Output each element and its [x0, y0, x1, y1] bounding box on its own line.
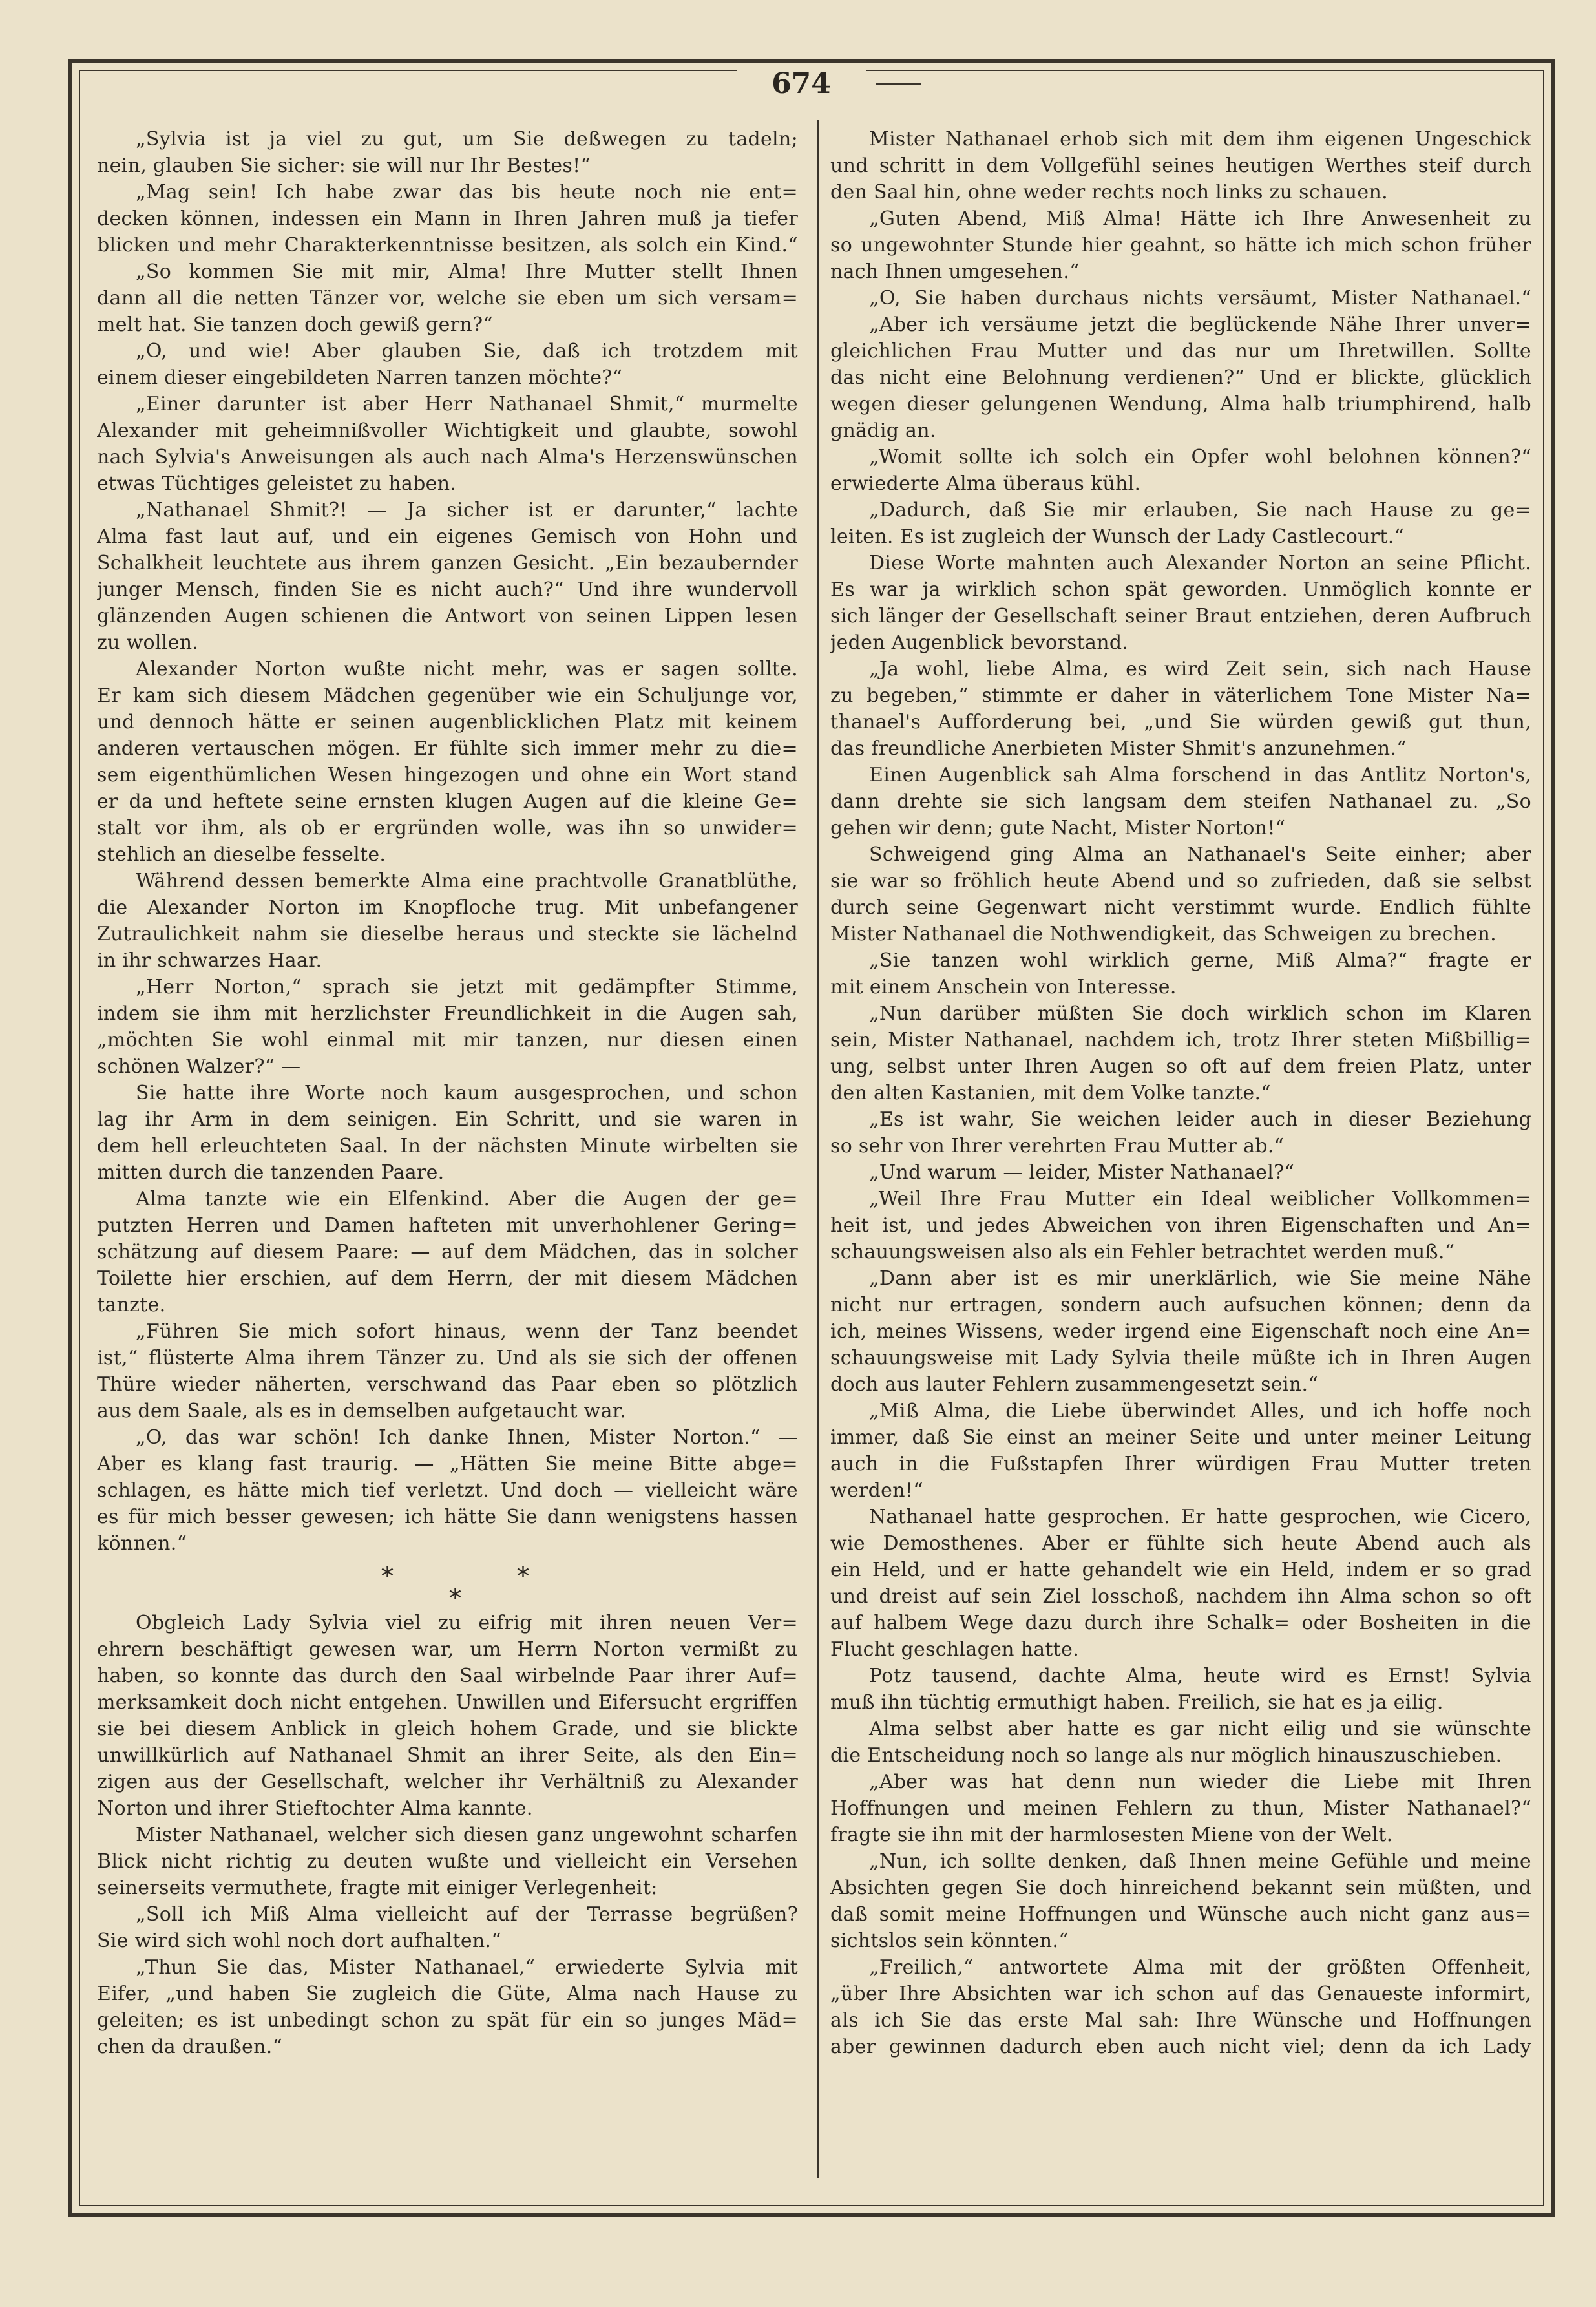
column-divider [817, 120, 819, 2178]
text-line: er da und heftete seine ernsten klugen Augen auf die kleine Ge= [97, 790, 798, 813]
text-line: Alma tanzte wie ein Elfenkind. Aber die Augen der ge= [136, 1188, 798, 1210]
text-line: ung, selbst unter Ihren Augen so oft auf dem freien Platz, unter [830, 1055, 1531, 1078]
header-dash-right [876, 83, 921, 85]
text-line: nach Ihnen umgesehen.“ [830, 260, 1080, 283]
text-line: so sehr von Ihrer verehrten Frau Mutter ab.“ [830, 1135, 1285, 1157]
text-line: Alexander mit geheimnißvoller Wichtigkeit und glaubte, sowohl [97, 419, 798, 442]
text-line: Nathanael hatte gesprochen. Er hatte gesprochen, wie Cicero, [869, 1506, 1531, 1528]
text-line: die Entscheidung noch so lange als nur möglich hinauszuschieben. [830, 1744, 1502, 1767]
text-line: auf halbem Wege dazu durch ihre Schalk= oder Bosheiten in die [830, 1612, 1531, 1634]
text-line: haben, so konnte das durch den Saal wirbelnde Paar ihrer Auf= [97, 1665, 798, 1687]
text-line: Sie wird sich wohl noch dort aufhalten.“ [97, 1930, 501, 1952]
text-line: den alten Kastanien, mit dem Volke tanzte.“ [830, 1082, 1271, 1104]
text-line: Mister Nathanael erhob sich mit dem ihm eigenen Ungeschick [869, 128, 1531, 151]
text-line: „Nun, ich sollte denken, daß Ihnen meine Gefühle und meine [869, 1850, 1531, 1873]
text-line: „Nun darüber müßten Sie doch wirklich schon im Klaren [869, 1002, 1531, 1025]
text-line: Thüre wieder näherten, verschwand das Paar eben so plötzlich [97, 1373, 798, 1396]
text-line: „Nathanael Shmit?! — Ja sicher ist er darunter,“ lachte [136, 499, 798, 521]
text-line: stalt vor ihm, als ob er ergründen wolle, was ihn so unwider= [97, 817, 798, 839]
text-line: „Womit sollte ich solch ein Opfer wohl belohnen können?“ [869, 446, 1531, 469]
text-line: Alma selbst aber hatte es gar nicht eilig und sie wünschte [869, 1718, 1531, 1740]
text-line: glänzenden Augen schienen die Antwort von seinen Lippen lesen [97, 605, 798, 627]
text-line: Obgleich Lady Sylvia viel zu eifrig mit ihren neuen Ver= [136, 1612, 798, 1634]
text-line: Einen Augenblick sah Alma forschend in das Antlitz Norton's, [869, 764, 1531, 786]
text-line: „über Ihre Absichten war ich schon auf das Genaueste informirt, [830, 1983, 1531, 2005]
text-line: und schritt in dem Vollgefühl seines heutigen Werthes steif durch [830, 154, 1531, 177]
text-line: schlagen, es hätte mich tief verletzt. Und doch — vielleicht wäre [97, 1479, 798, 1502]
text-line: gnädig an. [830, 419, 936, 442]
text-line: stehlich an dieselbe fesselte. [97, 843, 386, 866]
text-line: „Aber ich versäume jetzt die beglückende Nähe Ihrer unver= [869, 313, 1531, 336]
separator-star: * [517, 1562, 529, 1590]
text-line: anderen vertauschen mögen. Er fühlte sich immer mehr zu die= [97, 737, 798, 760]
text-line: gehen wir denn; gute Nacht, Mister Norton!“ [830, 817, 1286, 839]
text-line: Potz tausend, dachte Alma, heute wird es Ernst! Sylvia [869, 1665, 1531, 1687]
text-line: lag ihr Arm in dem seinigen. Ein Schritt, und sie waren in [97, 1108, 798, 1131]
text-line: leiten. Es ist zugleich der Wunsch der Lady Castlecourt.“ [830, 525, 1405, 548]
text-line: „Freilich,“ antwortete Alma mit der größten Offenheit, [869, 1956, 1531, 1979]
text-line: Alexander Norton wußte nicht mehr, was er sagen sollte. [136, 658, 798, 680]
text-line: daß somit meine Hoffnungen und Wünsche auch nicht ganz aus= [830, 1903, 1531, 1926]
text-line: Zutraulichkeit nahm sie dieselbe heraus und steckte sie lächelnd [97, 923, 798, 945]
text-line: und dennoch hätte er seinen augenblicklichen Platz mit keinem [97, 711, 798, 733]
text-line: sich länger der Gesellschaft seiner Braut entziehen, deren Aufbruch [830, 605, 1531, 627]
text-line: einem dieser eingebildeten Narren tanzen möchte?“ [97, 366, 623, 389]
text-line: unwillkürlich auf Nathanael Shmit an ihrer Seite, als den Ein= [97, 1744, 798, 1767]
text-line: Mister Nathanael die Nothwendigkeit, das Schweigen zu brechen. [830, 923, 1496, 945]
text-line: Toilette hier erschien, auf dem Herrn, der mit diesem Mädchen [97, 1267, 798, 1290]
text-line: nicht nur ertragen, sondern auch aufsuchen können; denn da [830, 1294, 1531, 1316]
text-line: Mister Nathanael, welcher sich diesen ganz ungewohnt scharfen [136, 1824, 798, 1846]
text-line: Absichten gegen Sie doch hinreichend bekannt sein müßten, und [830, 1877, 1531, 1899]
text-line: „Sylvia ist ja viel zu gut, um Sie deßwegen zu tadeln; [136, 128, 798, 151]
text-line: „Herr Norton,“ sprach sie jetzt mit gedämpfter Stimme, [136, 976, 798, 998]
text-line: muß ihn tüchtig ermuthigt haben. Freilich, sie hat es ja eilig. [830, 1691, 1444, 1714]
text-line: ein Held, und er hatte gehandelt wie ein Held, indem er so grad [830, 1559, 1531, 1581]
text-line: ist,“ flüsterte Alma ihrem Tänzer zu. Und als sie sich der offenen [97, 1347, 798, 1369]
text-line: tanzte. [97, 1294, 166, 1316]
text-line: „Soll ich Miß Alma vielleicht auf der Terrasse begrüßen? [136, 1903, 798, 1926]
text-line: ehrern beschäftigt gewesen war, um Herrn Norton vermißt zu [97, 1638, 798, 1661]
page-number: 674 [737, 65, 866, 103]
text-line: merksamkeit doch nicht entgehen. Unwillen und Eifersucht ergriffen [97, 1691, 798, 1714]
left-column [97, 126, 798, 2181]
text-line: schätzung auf diesem Paare: — auf dem Mädchen, das in solcher [97, 1241, 798, 1263]
text-line: sichtslos sein könnten.“ [830, 1930, 1069, 1952]
text-line: „Weil Ihre Frau Mutter ein Ideal weiblicher Vollkommen= [869, 1188, 1531, 1210]
text-line: „O, und wie! Aber glauben Sie, daß ich trotzdem mit [136, 340, 798, 363]
text-line: „Führen Sie mich sofort hinaus, wenn der Tanz beendet [136, 1320, 798, 1343]
text-line: „Es ist wahr, Sie weichen leider auch in dieser Beziehung [869, 1108, 1531, 1131]
text-line: schauungsweise mit Lady Sylvia theile müßte ich in Ihren Augen [830, 1347, 1531, 1369]
text-line: immer, daß Sie einst an meiner Seite und unter meiner Leitung [830, 1426, 1531, 1449]
text-line: decken können, indessen ein Mann in Ihren Jahren muß ja tiefer [97, 207, 798, 230]
text-line: Blick nicht richtig zu deuten wußte und vielleicht ein Versehen [97, 1850, 798, 1873]
text-line: „Thun Sie das, Mister Nathanael,“ erwiederte Sylvia mit [136, 1956, 798, 1979]
text-line: aber gewinnen dadurch eben auch nicht viel; denn da ich Lady [830, 2036, 1531, 2058]
text-line: Norton und ihrer Stieftochter Alma kannte. [97, 1797, 533, 1820]
text-line: doch aus lauter Fehlern zusammengesetzt sein.“ [830, 1373, 1319, 1396]
text-line: Flucht geschlagen hatte. [830, 1638, 1080, 1661]
text-line: die Alexander Norton im Knopfloche trug. Mit unbefangener [97, 896, 798, 919]
text-line: sie war so fröhlich heute Abend und so zufrieden, daß sie selbst [830, 870, 1531, 892]
text-line: durch seine Gegenwart nicht verstimmt wurde. Endlich fühlte [830, 896, 1531, 919]
text-line: auch in die Fußstapfen Ihrer würdigen Frau Mutter treten [830, 1453, 1531, 1475]
text-line: heit ist, und jedes Abweichen von ihren Eigenschaften und An= [830, 1214, 1531, 1237]
text-line: erwiederte Alma überaus kühl. [830, 472, 1141, 495]
text-line: Diese Worte mahnten auch Alexander Norton an seine Pflicht. [869, 552, 1531, 574]
text-line: es für mich besser gewesen; ich hätte Sie dann wenigstens hassen [97, 1506, 798, 1528]
text-line: ich, meines Wissens, weder irgend eine Eigenschaft noch eine An= [830, 1320, 1531, 1343]
text-line: „Mag sein! Ich habe zwar das bis heute noch nie ent= [136, 181, 798, 204]
text-line: dem hell erleuchteten Saal. In der nächsten Minute wirbelten sie [97, 1135, 798, 1157]
text-line: schauungsweisen also als ein Fehler betrachtet werden muß.“ [830, 1241, 1455, 1263]
text-line: dann all die netten Tänzer vor, welche sie eben um sich versam= [97, 287, 798, 310]
text-line: jeden Augenblick bevorstand. [830, 631, 1129, 654]
separator-star: * [381, 1562, 394, 1590]
text-line: zu begeben,“ stimmte er daher in väterlichem Tone Mister Na= [830, 684, 1531, 707]
text-line: und dreist auf sein Ziel losschoß, nachdem ihn Alma schon so oft [830, 1585, 1531, 1608]
text-line: als ich Sie das erste Mal sah: Ihre Wünsche und Hoffnungen [830, 2009, 1531, 2032]
text-line: das nicht eine Belohnung verdienen?“ Und er blickte, glücklich [830, 366, 1531, 389]
text-line: „Ja wohl, liebe Alma, es wird Zeit sein, sich nach Hause [869, 658, 1531, 680]
text-line: wegen dieser gelungenen Wendung, Alma halb triumphirend, halb [830, 393, 1531, 416]
text-line: indem sie ihm mit herzlichster Freundlichkeit in die Augen sah, [97, 1002, 798, 1025]
text-line: melt hat. Sie tanzen doch gewiß gern?“ [97, 313, 494, 336]
text-line: „Guten Abend, Miß Alma! Hätte ich Ihre Anwesenheit zu [869, 207, 1531, 230]
text-line: putzten Herren und Damen hafteten mit unverhohlener Gering= [97, 1214, 798, 1237]
text-line: „Dadurch, daß Sie mir erlauben, Sie nach Hause zu ge= [869, 499, 1531, 521]
text-line: junger Mensch, finden Sie es nicht auch?“ Und ihre wundervoll [97, 578, 798, 601]
text-line: blicken und mehr Charakterkenntnisse besitzen, als solch ein Kind.“ [97, 234, 798, 257]
text-line: „So kommen Sie mit mir, Alma! Ihre Mutter stellt Ihnen [136, 260, 798, 283]
text-line: so ungewohnter Stunde hier geahnt, so hätte ich mich schon früher [830, 234, 1531, 257]
text-line: den Saal hin, ohne weder rechts noch links zu schauen. [830, 181, 1388, 204]
text-line: „Und warum — leider, Mister Nathanael?“ [869, 1161, 1295, 1184]
separator-star: * [449, 1584, 461, 1612]
text-line: „Dann aber ist es mir unerklärlich, wie Sie meine Nähe [869, 1267, 1531, 1290]
right-column [830, 126, 1531, 2181]
text-line: nein, glauben Sie sicher: sie will nur Ihr Bestes!“ [97, 154, 591, 177]
text-line: sem eigenthümlichen Wesen hingezogen und ohne ein Wort stand [97, 764, 798, 786]
text-line: zu wollen. [97, 631, 199, 654]
text-line: nach Sylvia's Anweisungen als auch nach Alma's Herzenswünschen [97, 446, 798, 469]
text-line: werden!“ [830, 1479, 923, 1502]
text-line: Schalkheit leuchtete aus ihrem ganzen Gesicht. „Ein bezaubernder [97, 552, 798, 574]
text-line: Schweigend ging Alma an Nathanael's Seite einher; aber [869, 843, 1531, 866]
text-line: „Einer darunter ist aber Herr Nathanael Shmit,“ murmelte [136, 393, 798, 416]
text-line: Alma fast laut auf, und ein eigenes Gemisch von Hohn und [97, 525, 798, 548]
text-line: Er kam sich diesem Mädchen gegenüber wie ein Schuljunge vor, [97, 684, 798, 707]
text-line: mitten durch die tanzenden Paare. [97, 1161, 445, 1184]
text-line: geleiten; es ist unbedingt schon zu spät für ein so junges Mäd= [97, 2009, 798, 2032]
text-line: chen da draußen.“ [97, 2036, 283, 2058]
text-line: Sie hatte ihre Worte noch kaum ausgesprochen, und schon [136, 1082, 798, 1104]
text-line: dann drehte sie sich langsam dem steifen Nathanael zu. „So [830, 790, 1531, 813]
text-line: „möchten Sie wohl einmal mit mir tanzen, nur diesen einen [97, 1029, 798, 1051]
text-line: gleichlichen Frau Mutter und das nur um Ihretwillen. Sollte [830, 340, 1531, 363]
text-line: „O, Sie haben durchaus nichts versäumt, Mister Nathanael.“ [869, 287, 1531, 310]
text-line: sein, Mister Nathanael, nachdem ich, trotz Ihrer steten Mißbillig= [830, 1029, 1531, 1051]
text-line: Hoffnungen und meinen Fehlern zu thun, Mister Nathanael?“ [830, 1797, 1531, 1820]
text-line: können.“ [97, 1532, 187, 1555]
text-line: „O, das war schön! Ich danke Ihnen, Mister Norton.“ — [136, 1426, 798, 1449]
text-line: Eifer, „und haben Sie zugleich die Güte, Alma nach Hause zu [97, 1983, 798, 2005]
text-line: aus dem Saale, als es in demselben aufgetaucht war. [97, 1400, 627, 1422]
section-separator [97, 1557, 798, 1610]
text-line: schönen Walzer?“ — [97, 1055, 301, 1078]
text-line: zigen aus der Gesellschaft, welcher ihr Verhältniß zu Alexander [97, 1771, 798, 1793]
text-line: mit einem Anschein von Interesse. [830, 976, 1177, 998]
text-line: Es war ja wirklich schon spät geworden. Unmöglich konnte er [830, 578, 1531, 601]
text-line: „Sie tanzen wohl wirklich gerne, Miß Alma?“ fragte er [869, 949, 1531, 972]
text-line: thanael's Aufforderung bei, „und Sie würden gewiß gut thun, [830, 711, 1531, 733]
text-line: Während dessen bemerkte Alma eine prachtvolle Granatblüthe, [136, 870, 798, 892]
text-line: Aber es klang fast traurig. — „Hätten Sie meine Bitte abge= [97, 1453, 798, 1475]
text-line: „Miß Alma, die Liebe überwindet Alles, und ich hoffe noch [869, 1400, 1531, 1422]
text-line: in ihr schwarzes Haar. [97, 949, 322, 972]
text-line: sie bei diesem Anblick in gleich hohem Grade, und sie blickte [97, 1718, 798, 1740]
text-line: seinerseits vermuthete, fragte mit einiger Verlegenheit: [97, 1877, 658, 1899]
text-line: etwas Tüchtiges geleistet zu haben. [97, 472, 457, 495]
text-line: wie Demosthenes. Aber er fühlte sich heute Abend auch als [830, 1532, 1531, 1555]
text-line: das freundliche Anerbieten Mister Shmit's anzunehmen.“ [830, 737, 1407, 760]
text-line: fragte sie ihn mit der harmlosesten Miene von der Welt. [830, 1824, 1393, 1846]
text-line: „Aber was hat denn nun wieder die Liebe mit Ihren [869, 1771, 1531, 1793]
